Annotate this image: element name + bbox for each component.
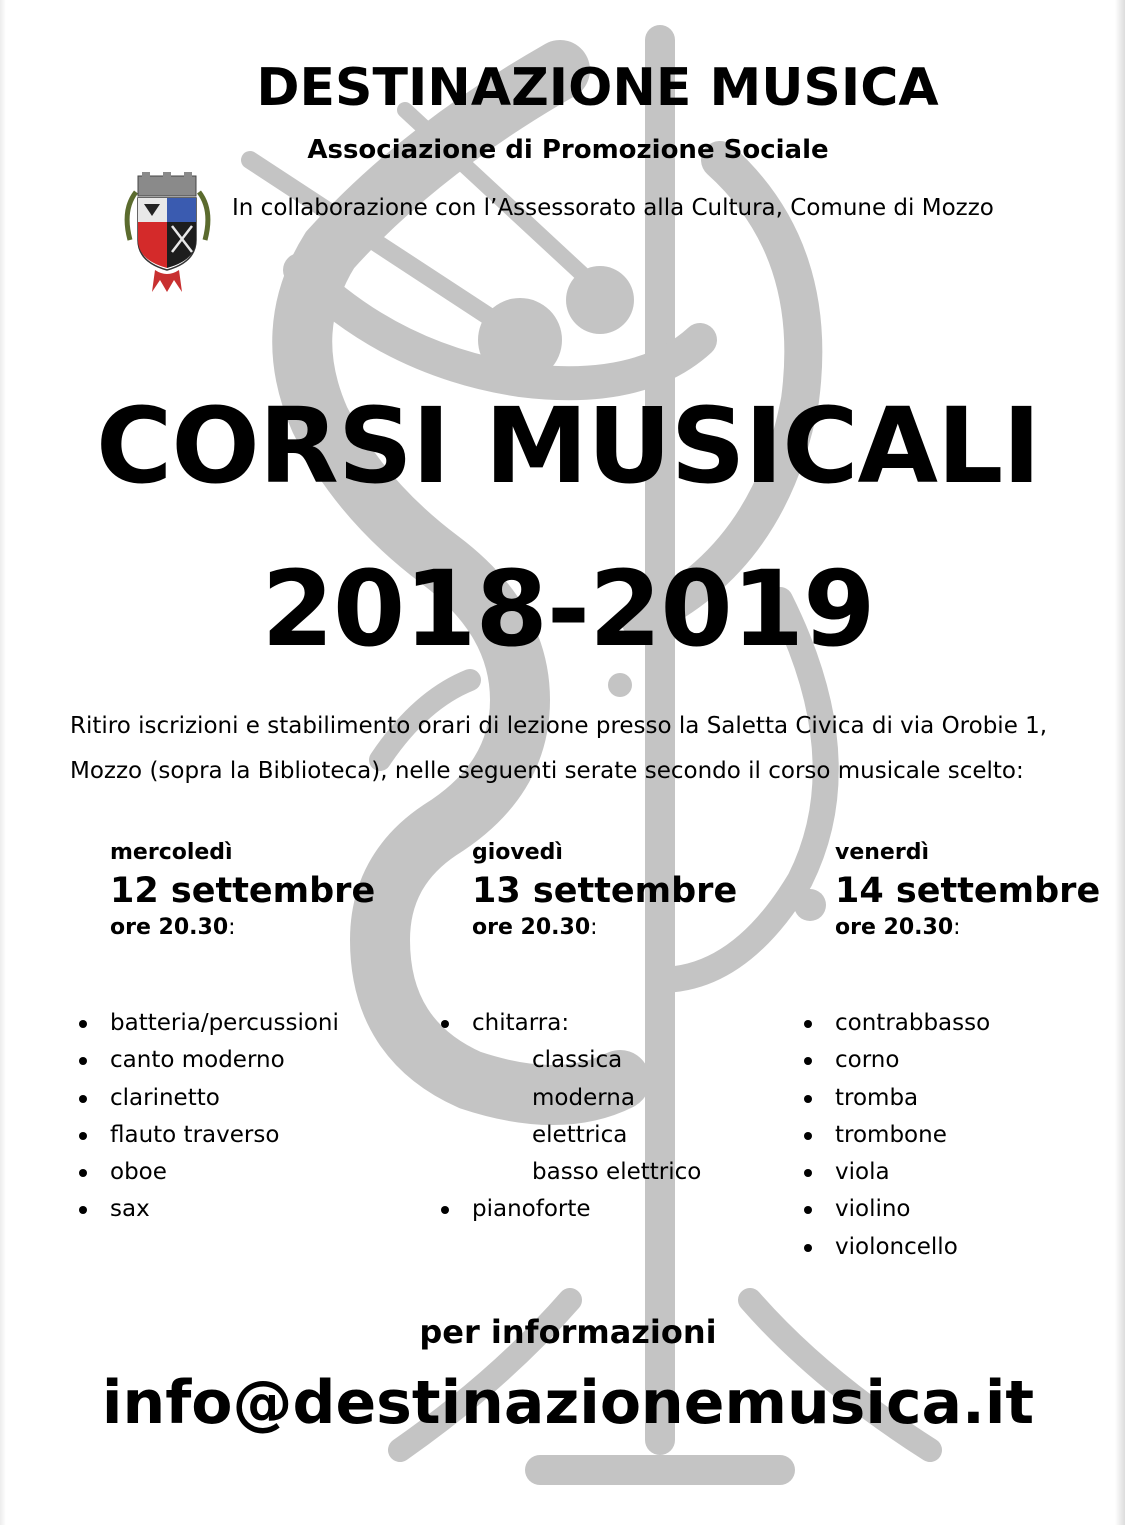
course-list-item: violino [835, 1191, 990, 1228]
course-list-item: trombone [835, 1117, 990, 1154]
collaboration-text: In collaborazione con l’Assessorato alla Cultura, Comune di Mozzo [232, 195, 994, 221]
course-list-item: violoncello [835, 1229, 990, 1266]
course-list-thursday [472, 1005, 701, 1229]
day-column-friday [835, 840, 1100, 940]
org-name: DESTINAZIONE MUSICA [256, 58, 939, 118]
org-subtitle: Associazione di Promozione Sociale [307, 135, 829, 165]
course-sublist-item: classica [532, 1047, 623, 1074]
contact-email: info@destinazionemusica.it [101, 1368, 1035, 1438]
day-time: ore 20.30: [110, 915, 236, 940]
course-sublist-item: basso elettrico [532, 1159, 702, 1186]
course-sublist-item: elettrica [532, 1121, 628, 1148]
course-list-item: oboe [110, 1154, 339, 1191]
course-list-item: pianoforte [472, 1191, 701, 1228]
scroll-dot-art [794, 889, 826, 921]
info-label: per informazioni [419, 1313, 717, 1351]
course-year: 2018-2019 [261, 548, 875, 670]
course-sublist-item: moderna [532, 1084, 635, 1111]
course-list-item: viola [835, 1154, 990, 1191]
course-list-wednesday [110, 1005, 339, 1229]
day-date: 14 settembre [835, 871, 1101, 911]
day-name: giovedì [472, 840, 563, 865]
day-date: 13 settembre [472, 871, 738, 911]
intro-paragraph: Ritiro iscrizioni e stabilimento orari di lezione presso la Saletta Civica di via Orobie 1, Mozzo (sopra la Biblioteca), nelle seguenti serate secondo il corso musicale scelto: [70, 713, 1048, 784]
comune-crest-icon [120, 170, 215, 295]
day-time: ore 20.30: [835, 915, 961, 940]
course-list-item: contrabbasso [835, 1005, 990, 1042]
course-list-item: batteria/percussioni [110, 1005, 339, 1042]
course-list-item: chitarra: [472, 1005, 701, 1042]
drumstick-head-art [478, 298, 562, 382]
course-list-item: sax [110, 1191, 339, 1228]
day-time: ore 20.30: [472, 915, 598, 940]
course-list-friday [835, 1005, 990, 1266]
note-dot-art [608, 673, 632, 697]
course-list-item: tromba [835, 1080, 990, 1117]
course-list-item: clarinetto [110, 1080, 339, 1117]
course-list-item: flauto traverso [110, 1117, 339, 1154]
day-name: venerdì [835, 840, 929, 865]
day-date: 12 settembre [110, 871, 376, 911]
course-list-item: corno [835, 1042, 990, 1079]
course-list-item: canto moderno [110, 1042, 339, 1079]
day-column-wednesday [110, 840, 375, 940]
course-title: CORSI MUSICALI [96, 385, 1040, 507]
day-name: mercoledì [110, 840, 233, 865]
day-column-thursday [472, 840, 737, 940]
drumstick-head-art-2 [566, 266, 634, 334]
